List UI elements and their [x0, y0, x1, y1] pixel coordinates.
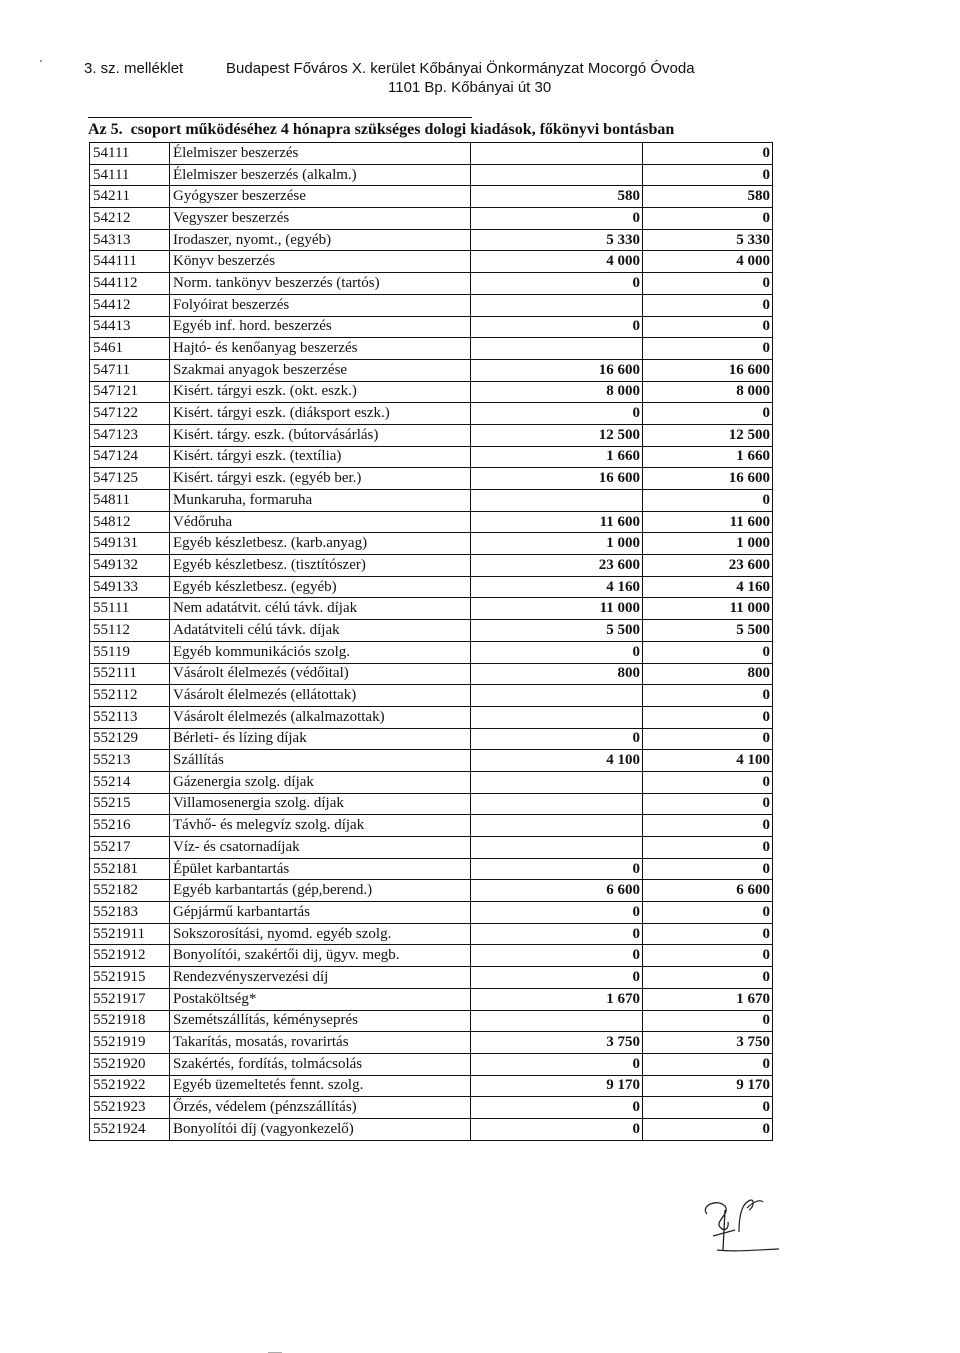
ledger-code-cell: 54211	[90, 186, 170, 208]
amount-cell: 11 000	[471, 598, 643, 620]
total-amount-cell: 4 100	[643, 750, 773, 772]
amount-cell	[471, 815, 643, 837]
total-amount-cell: 23 600	[643, 555, 773, 577]
total-amount-cell: 1 670	[643, 988, 773, 1010]
item-name-cell: Irodaszer, nyomt., (egyéb)	[170, 229, 471, 251]
item-name-cell: Takarítás, mosatás, rovarirtás	[170, 1032, 471, 1054]
total-amount-cell: 800	[643, 663, 773, 685]
item-name-cell: Norm. tankönyv beszerzés (tartós)	[170, 273, 471, 295]
amount-cell: 0	[471, 967, 643, 989]
amount-cell: 5 330	[471, 229, 643, 251]
ledger-code-cell: 54212	[90, 208, 170, 230]
ledger-code-cell: 55214	[90, 771, 170, 793]
ledger-code-cell: 547125	[90, 468, 170, 490]
table-row	[90, 229, 773, 251]
table-row	[90, 902, 773, 924]
item-name-cell: Vegyszer beszerzés	[170, 208, 471, 230]
total-amount-cell: 8 000	[643, 381, 773, 403]
ledger-code-cell: 552182	[90, 880, 170, 902]
amount-cell: 0	[471, 403, 643, 425]
item-name-cell: Egyéb üzemeltetés fennt. szolg.	[170, 1075, 471, 1097]
amount-cell: 8 000	[471, 381, 643, 403]
item-name-cell: Postaköltség*	[170, 988, 471, 1010]
item-name-cell: Bonyolítói díj (vagyonkezelő)	[170, 1118, 471, 1140]
table-row	[90, 837, 773, 859]
organization-name: Budapest Főváros X. kerület Kőbányai Önkormányzat Mocorgó Óvoda	[226, 60, 695, 77]
table-row	[90, 359, 773, 381]
ledger-code-cell: 54313	[90, 229, 170, 251]
item-name-cell: Bérleti- és lízing díjak	[170, 728, 471, 750]
table-row	[90, 338, 773, 360]
item-name-cell: Munkaruha, formaruha	[170, 490, 471, 512]
ledger-code-cell: 55119	[90, 641, 170, 663]
table-row	[90, 511, 773, 533]
table-row	[90, 576, 773, 598]
ledger-code-cell: 547121	[90, 381, 170, 403]
ledger-code-cell: 5461	[90, 338, 170, 360]
table-row	[90, 468, 773, 490]
item-name-cell: Víz- és csatornadíjak	[170, 837, 471, 859]
total-amount-cell: 0	[643, 793, 773, 815]
scan-speck	[40, 60, 42, 62]
amount-cell: 16 600	[471, 359, 643, 381]
ledger-code-cell: 54811	[90, 490, 170, 512]
item-name-cell: Őrzés, védelem (pénzszállítás)	[170, 1097, 471, 1119]
ledger-code-cell: 55216	[90, 815, 170, 837]
table-row	[90, 750, 773, 772]
amount-cell: 0	[471, 945, 643, 967]
table-row	[90, 1097, 773, 1119]
table-row	[90, 663, 773, 685]
ledger-code-cell: 552129	[90, 728, 170, 750]
ledger-code-cell: 5521911	[90, 923, 170, 945]
item-name-cell: Kisért. tárgyi eszk. (okt. eszk.)	[170, 381, 471, 403]
item-name-cell: Védőruha	[170, 511, 471, 533]
item-name-cell: Szakmai anyagok beszerzése	[170, 359, 471, 381]
total-amount-cell: 0	[643, 164, 773, 186]
amount-cell: 0	[471, 273, 643, 295]
item-name-cell: Egyéb inf. hord. beszerzés	[170, 316, 471, 338]
item-name-cell: Vásárolt élelmezés (védőital)	[170, 663, 471, 685]
amount-cell: 0	[471, 208, 643, 230]
ledger-code-cell: 5521920	[90, 1053, 170, 1075]
item-name-cell: Vásárolt élelmezés (alkalmazottak)	[170, 706, 471, 728]
ledger-code-cell: 54711	[90, 359, 170, 381]
total-amount-cell: 9 170	[643, 1075, 773, 1097]
total-amount-cell: 0	[643, 771, 773, 793]
amount-cell: 12 500	[471, 424, 643, 446]
amount-cell	[471, 338, 643, 360]
total-amount-cell: 0	[643, 273, 773, 295]
total-amount-cell: 0	[643, 815, 773, 837]
ledger-code-cell: 54111	[90, 143, 170, 165]
table-row	[90, 728, 773, 750]
item-name-cell: Bonyolítói, szakértői dij, ügyv. megb.	[170, 945, 471, 967]
item-name-cell: Villamosenergia szolg. díjak	[170, 793, 471, 815]
expense-table	[89, 142, 773, 1141]
total-amount-cell: 3 750	[643, 1032, 773, 1054]
total-amount-cell: 0	[643, 338, 773, 360]
total-amount-cell: 0	[643, 143, 773, 165]
amount-cell	[471, 294, 643, 316]
item-name-cell: Folyóirat beszerzés	[170, 294, 471, 316]
item-name-cell: Egyéb készletbesz. (karb.anyag)	[170, 533, 471, 555]
table-row	[90, 446, 773, 468]
item-name-cell: Kisért. tárgyi eszk. (textília)	[170, 446, 471, 468]
table-row	[90, 316, 773, 338]
ledger-code-cell: 55213	[90, 750, 170, 772]
amount-cell	[471, 143, 643, 165]
amount-cell	[471, 685, 643, 707]
total-amount-cell: 1 000	[643, 533, 773, 555]
table-row	[90, 143, 773, 165]
amount-cell: 16 600	[471, 468, 643, 490]
ledger-code-cell: 5521912	[90, 945, 170, 967]
item-name-cell: Könyv beszerzés	[170, 251, 471, 273]
table-title-prefix: Az 5.	[88, 121, 123, 138]
amount-cell	[471, 1010, 643, 1032]
ledger-code-cell: 549131	[90, 533, 170, 555]
item-name-cell: Rendezvényszervezési díj	[170, 967, 471, 989]
amount-cell: 0	[471, 316, 643, 338]
ledger-code-cell: 547122	[90, 403, 170, 425]
item-name-cell: Gyógyszer beszerzése	[170, 186, 471, 208]
item-name-cell: Szállítás	[170, 750, 471, 772]
table-row	[90, 880, 773, 902]
amount-cell: 0	[471, 858, 643, 880]
table-row	[90, 186, 773, 208]
ledger-code-cell: 5521915	[90, 967, 170, 989]
ledger-code-cell: 5521924	[90, 1118, 170, 1140]
total-amount-cell: 5 330	[643, 229, 773, 251]
amount-cell	[471, 837, 643, 859]
amount-cell: 580	[471, 186, 643, 208]
amount-cell	[471, 793, 643, 815]
total-amount-cell: 16 600	[643, 359, 773, 381]
ledger-code-cell: 552181	[90, 858, 170, 880]
amount-cell: 0	[471, 902, 643, 924]
table-row	[90, 858, 773, 880]
total-amount-cell: 0	[643, 1118, 773, 1140]
total-amount-cell: 4 160	[643, 576, 773, 598]
amount-cell	[471, 490, 643, 512]
item-name-cell: Kisért. tárgyi eszk. (egyéb ber.)	[170, 468, 471, 490]
organization-address: 1101 Bp. Kőbányai út 30	[388, 79, 552, 96]
table-row	[90, 815, 773, 837]
ledger-code-cell: 54812	[90, 511, 170, 533]
amount-cell: 9 170	[471, 1075, 643, 1097]
total-amount-cell: 0	[643, 1097, 773, 1119]
item-name-cell: Adatátviteli célú távk. díjak	[170, 620, 471, 642]
item-name-cell: Gázenergia szolg. díjak	[170, 771, 471, 793]
amount-cell: 0	[471, 728, 643, 750]
total-amount-cell: 6 600	[643, 880, 773, 902]
total-amount-cell: 16 600	[643, 468, 773, 490]
total-amount-cell: 0	[643, 1010, 773, 1032]
item-name-cell: Élelmiszer beszerzés	[170, 143, 471, 165]
total-amount-cell: 0	[643, 728, 773, 750]
table-row	[90, 967, 773, 989]
item-name-cell: Nem adatátvit. célú távk. díjak	[170, 598, 471, 620]
ledger-code-cell: 549133	[90, 576, 170, 598]
table-row	[90, 424, 773, 446]
item-name-cell: Kisért. tárgy. eszk. (bútorvásárlás)	[170, 424, 471, 446]
ledger-code-cell: 55112	[90, 620, 170, 642]
table-row	[90, 923, 773, 945]
table-row	[90, 208, 773, 230]
ledger-code-cell: 54111	[90, 164, 170, 186]
table-row	[90, 164, 773, 186]
ledger-code-cell: 55217	[90, 837, 170, 859]
table-row	[90, 251, 773, 273]
ledger-code-cell: 5521922	[90, 1075, 170, 1097]
item-name-cell: Kisért. tárgyi eszk. (diáksport eszk.)	[170, 403, 471, 425]
item-name-cell: Egyéb kommunikációs szolg.	[170, 641, 471, 663]
item-name-cell: Szemétszállítás, kéményseprés	[170, 1010, 471, 1032]
ledger-code-cell: 552111	[90, 663, 170, 685]
total-amount-cell: 11 600	[643, 511, 773, 533]
total-amount-cell: 0	[643, 858, 773, 880]
item-name-cell: Vásárolt élelmezés (ellátottak)	[170, 685, 471, 707]
amount-cell: 4 000	[471, 251, 643, 273]
ledger-code-cell: 54413	[90, 316, 170, 338]
table-row	[90, 1053, 773, 1075]
amount-cell	[471, 771, 643, 793]
item-name-cell: Gépjármű karbantartás	[170, 902, 471, 924]
item-name-cell: Egyéb karbantartás (gép,berend.)	[170, 880, 471, 902]
total-amount-cell: 0	[643, 923, 773, 945]
total-amount-cell: 0	[643, 967, 773, 989]
ledger-code-cell: 54412	[90, 294, 170, 316]
table-title-text: csoport működéséhez 4 hónapra szükséges dologi kiadások, főkönyvi bontásban	[130, 121, 675, 138]
ledger-code-cell: 544111	[90, 251, 170, 273]
table-row	[90, 1010, 773, 1032]
item-name-cell: Hajtó- és kenőanyag beszerzés	[170, 338, 471, 360]
amount-cell: 4 100	[471, 750, 643, 772]
amount-cell: 1 660	[471, 446, 643, 468]
total-amount-cell: 580	[643, 186, 773, 208]
table-row	[90, 403, 773, 425]
amount-cell: 0	[471, 1053, 643, 1075]
total-amount-cell: 0	[643, 316, 773, 338]
item-name-cell: Szakértés, fordítás, tolmácsolás	[170, 1053, 471, 1075]
amount-cell: 11 600	[471, 511, 643, 533]
amount-cell: 6 600	[471, 880, 643, 902]
amount-cell: 23 600	[471, 555, 643, 577]
total-amount-cell: 4 000	[643, 251, 773, 273]
amount-cell: 4 160	[471, 576, 643, 598]
table-title	[88, 121, 674, 139]
table-row	[90, 706, 773, 728]
amount-cell: 1 000	[471, 533, 643, 555]
total-amount-cell: 0	[643, 208, 773, 230]
ledger-code-cell: 55215	[90, 793, 170, 815]
item-name-cell: Távhő- és melegvíz szolg. díjak	[170, 815, 471, 837]
table-row	[90, 273, 773, 295]
title-top-rule	[88, 117, 472, 118]
table-row	[90, 793, 773, 815]
total-amount-cell: 11 000	[643, 598, 773, 620]
table-row	[90, 294, 773, 316]
total-amount-cell: 0	[643, 945, 773, 967]
table-row	[90, 598, 773, 620]
ledger-code-cell: 552112	[90, 685, 170, 707]
amount-cell	[471, 164, 643, 186]
table-row	[90, 988, 773, 1010]
total-amount-cell: 0	[643, 403, 773, 425]
ledger-code-cell: 5521919	[90, 1032, 170, 1054]
ledger-code-cell: 5521923	[90, 1097, 170, 1119]
item-name-cell: Épület karbantartás	[170, 858, 471, 880]
amount-cell: 0	[471, 1097, 643, 1119]
annex-label: 3. sz. melléklet	[84, 60, 184, 77]
ledger-code-cell: 5521917	[90, 988, 170, 1010]
table-row	[90, 771, 773, 793]
total-amount-cell: 12 500	[643, 424, 773, 446]
total-amount-cell: 0	[643, 837, 773, 859]
total-amount-cell: 5 500	[643, 620, 773, 642]
total-amount-cell: 0	[643, 685, 773, 707]
handwritten-initials	[695, 1192, 785, 1262]
ledger-code-cell: 549132	[90, 555, 170, 577]
amount-cell: 800	[471, 663, 643, 685]
ledger-code-cell: 547123	[90, 424, 170, 446]
total-amount-cell: 0	[643, 641, 773, 663]
table-row	[90, 490, 773, 512]
table-row	[90, 381, 773, 403]
total-amount-cell: 0	[643, 490, 773, 512]
ledger-code-cell: 544112	[90, 273, 170, 295]
table-row	[90, 945, 773, 967]
total-amount-cell: 0	[643, 1053, 773, 1075]
amount-cell: 1 670	[471, 988, 643, 1010]
table-row	[90, 555, 773, 577]
table-row	[90, 1032, 773, 1054]
table-row	[90, 641, 773, 663]
table-row	[90, 685, 773, 707]
table-row	[90, 533, 773, 555]
table-row	[90, 1118, 773, 1140]
total-amount-cell: 0	[643, 706, 773, 728]
item-name-cell: Sokszorosítási, nyomd. egyéb szolg.	[170, 923, 471, 945]
ledger-code-cell: 547124	[90, 446, 170, 468]
expense-table-body	[90, 143, 773, 1141]
table-row	[90, 1075, 773, 1097]
amount-cell	[471, 706, 643, 728]
ledger-code-cell: 552183	[90, 902, 170, 924]
table-row	[90, 620, 773, 642]
item-name-cell: Egyéb készletbesz. (egyéb)	[170, 576, 471, 598]
item-name-cell: Egyéb készletbesz. (tisztítószer)	[170, 555, 471, 577]
amount-cell: 0	[471, 923, 643, 945]
amount-cell: 5 500	[471, 620, 643, 642]
ledger-code-cell: 552113	[90, 706, 170, 728]
total-amount-cell: 0	[643, 902, 773, 924]
ledger-code-cell: 55111	[90, 598, 170, 620]
amount-cell: 0	[471, 1118, 643, 1140]
amount-cell: 0	[471, 641, 643, 663]
total-amount-cell: 1 660	[643, 446, 773, 468]
ledger-code-cell: 5521918	[90, 1010, 170, 1032]
amount-cell: 3 750	[471, 1032, 643, 1054]
item-name-cell: Élelmiszer beszerzés (alkalm.)	[170, 164, 471, 186]
total-amount-cell: 0	[643, 294, 773, 316]
